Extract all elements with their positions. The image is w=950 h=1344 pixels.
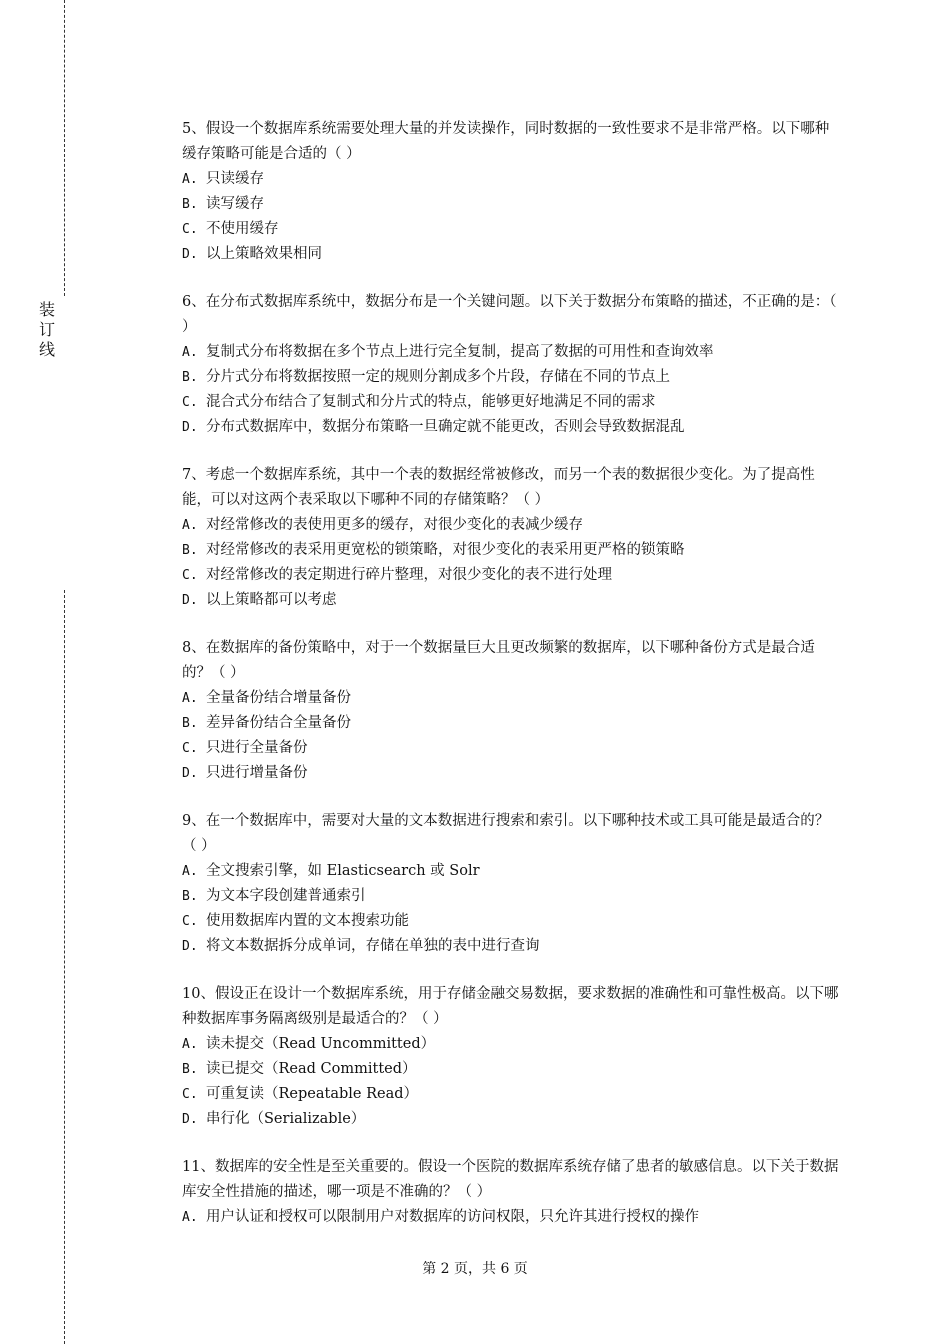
option-b — [182, 711, 842, 736]
option-a — [182, 167, 842, 192]
option-text: 不使用缓存 — [206, 221, 279, 237]
question-stem: 10、假设正在设计一个数据库系统，用于存储金融交易数据，要求数据的准确性和可靠性极高。以下哪种数据库事务隔离级别是最适合的？（ ） — [182, 986, 839, 1027]
binding-char: 装 — [38, 300, 55, 319]
option-letter: B. — [182, 543, 198, 558]
option-letter: C. — [182, 1087, 198, 1102]
option-letter: D. — [182, 939, 198, 954]
option-letter: A. — [182, 1210, 198, 1225]
option-b — [182, 365, 842, 390]
option-letter: A. — [182, 864, 198, 879]
option-b — [182, 538, 842, 563]
question-stem: 5、假设一个数据库系统需要处理大量的并发读操作，同时数据的一致性要求不是非常严格。以下哪种缓存策略可能是合适的（ ） — [182, 121, 830, 162]
option-letter: A. — [182, 172, 198, 187]
option-letter: A. — [182, 691, 198, 706]
option-letter: B. — [182, 889, 198, 904]
option-letter: D. — [182, 247, 198, 262]
question-6 — [182, 290, 842, 440]
question-stem: 6、在分布式数据库系统中，数据分布是一个关键问题。以下关于数据分布策略的描述，不正确的是：（ ） — [182, 294, 837, 335]
option-c — [182, 217, 842, 242]
option-c — [182, 736, 842, 761]
option-a — [182, 1032, 842, 1057]
option-b — [182, 1057, 842, 1082]
option-letter: D. — [182, 420, 198, 435]
option-text: 读未提交（Read Uncommitted） — [206, 1036, 436, 1052]
option-text: 将文本数据拆分成单词，存储在单独的表中进行查询 — [206, 938, 540, 954]
option-text: 用户认证和授权可以限制用户对数据库的访问权限，只允许其进行授权的操作 — [206, 1209, 699, 1225]
question-list — [182, 117, 842, 1253]
option-d — [182, 1107, 842, 1132]
option-a — [182, 513, 842, 538]
option-letter: A. — [182, 345, 198, 360]
binding-label — [36, 300, 58, 360]
binding-dashed-line-top — [64, 0, 65, 296]
option-text: 对经常修改的表定期进行碎片整理，对很少变化的表不进行处理 — [206, 567, 612, 583]
binding-char: 线 — [38, 340, 55, 359]
option-text: 对经常修改的表使用更多的缓存，对很少变化的表减少缓存 — [206, 517, 583, 533]
option-c — [182, 1082, 842, 1107]
option-text: 对经常修改的表采用更宽松的锁策略，对很少变化的表采用更严格的锁策略 — [206, 542, 685, 558]
question-8 — [182, 636, 842, 786]
option-letter: C. — [182, 741, 198, 756]
option-letter: D. — [182, 593, 198, 608]
option-a — [182, 340, 842, 365]
option-letter: B. — [182, 197, 198, 212]
question-stem: 9、在一个数据库中，需要对大量的文本数据进行搜索和索引。以下哪种技术或工具可能是最适合的？（ ） — [182, 813, 830, 854]
question-11 — [182, 1155, 842, 1230]
binding-dashed-line-bottom — [64, 590, 65, 1344]
option-text: 只进行增量备份 — [206, 765, 308, 781]
option-text: 全量备份结合增量备份 — [206, 690, 351, 706]
option-a — [182, 1205, 842, 1230]
option-d — [182, 761, 842, 786]
option-text: 分布式数据库中，数据分布策略一旦确定就不能更改，否则会导致数据混乱 — [206, 419, 685, 435]
option-a — [182, 859, 842, 884]
option-text: 使用数据库内置的文本搜索功能 — [206, 913, 409, 929]
option-letter: C. — [182, 914, 198, 929]
question-stem: 8、在数据库的备份策略中，对于一个数据量巨大且更改频繁的数据库，以下哪种备份方式是最合适的？（ ） — [182, 640, 815, 681]
option-letter: B. — [182, 716, 198, 731]
option-c — [182, 390, 842, 415]
option-text: 读写缓存 — [206, 196, 264, 212]
option-d — [182, 242, 842, 267]
option-text: 以上策略都可以考虑 — [206, 592, 337, 608]
option-text: 只读缓存 — [206, 171, 264, 187]
binding-char: 订 — [38, 320, 55, 339]
option-letter: B. — [182, 1062, 198, 1077]
option-c — [182, 909, 842, 934]
option-text: 只进行全量备份 — [206, 740, 308, 756]
option-letter: C. — [182, 568, 198, 583]
page-footer: 第 2 页，共 6 页 — [422, 1261, 528, 1277]
option-letter: A. — [182, 518, 198, 533]
option-text: 全文搜索引擎，如 Elasticsearch 或 Solr — [206, 863, 480, 879]
option-text: 为文本字段创建普通索引 — [206, 888, 366, 904]
option-b — [182, 884, 842, 909]
option-d — [182, 588, 842, 613]
option-text: 读已提交（Read Committed） — [206, 1061, 417, 1077]
option-text: 分片式分布将数据按照一定的规则分割成多个片段，存储在不同的节点上 — [206, 369, 670, 385]
option-c — [182, 563, 842, 588]
option-letter: C. — [182, 395, 198, 410]
question-9 — [182, 809, 842, 959]
question-7 — [182, 463, 842, 613]
question-10 — [182, 982, 842, 1132]
option-letter: C. — [182, 222, 198, 237]
question-stem: 11、数据库的安全性是至关重要的。假设一个医院的数据库系统存储了患者的敏感信息。以下关于数据库安全性措施的描述，哪一项是不准确的？（ ） — [182, 1159, 839, 1200]
option-letter: A. — [182, 1037, 198, 1052]
option-text: 可重复读（Repeatable Read） — [206, 1086, 419, 1102]
option-text: 以上策略效果相同 — [206, 246, 322, 262]
option-text: 串行化（Serializable） — [206, 1111, 366, 1127]
option-letter: D. — [182, 1112, 198, 1127]
question-stem: 7、考虑一个数据库系统，其中一个表的数据经常被修改，而另一个表的数据很少变化。为了提高性能，可以对这两个表采取以下哪种不同的存储策略？（ ） — [182, 467, 815, 508]
question-5 — [182, 117, 842, 267]
option-text: 混合式分布结合了复制式和分片式的特点，能够更好地满足不同的需求 — [206, 394, 656, 410]
option-text: 复制式分布将数据在多个节点上进行完全复制，提高了数据的可用性和查询效率 — [206, 344, 714, 360]
option-letter: B. — [182, 370, 198, 385]
option-letter: D. — [182, 766, 198, 781]
option-d — [182, 934, 842, 959]
option-d — [182, 415, 842, 440]
option-a — [182, 686, 842, 711]
option-b — [182, 192, 842, 217]
option-text: 差异备份结合全量备份 — [206, 715, 351, 731]
